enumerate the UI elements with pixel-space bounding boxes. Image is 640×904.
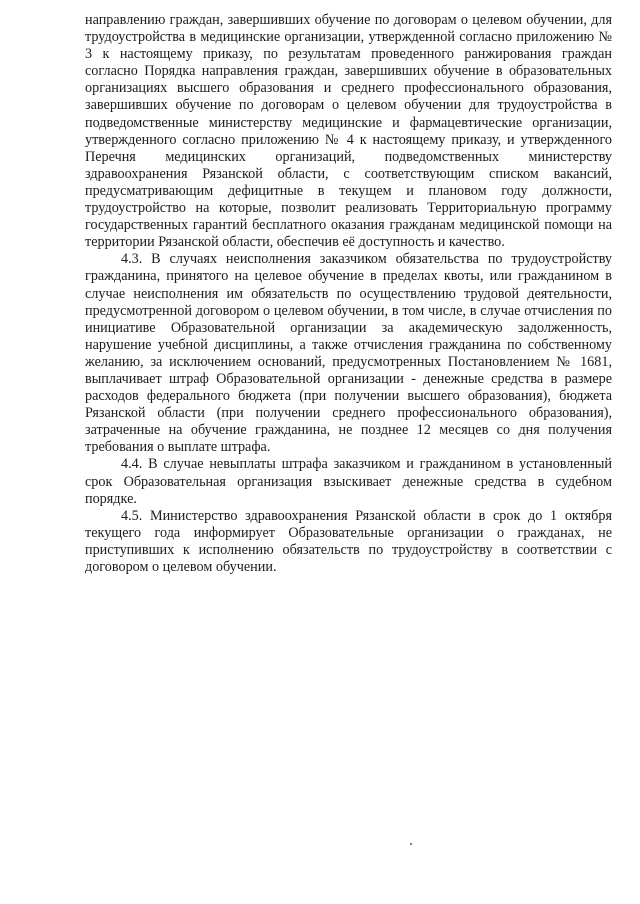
document-body (85, 12, 612, 576)
scan-speck (410, 843, 412, 845)
paragraph-continuation: направлению граждан, завершивших обучение по договорам о целевом обучении, для трудоустройства в медицинские организации, утвержденной согласно приложению № 3 к настоящему приказу, по результатам проведенного ранжирования граждан согласно Порядка направления граждан, завершивших обучение в образовательных организациях высшего образования и среднего профессионального образования, завершивших обучение по договорам о целевом обучении для трудоустройства в подведомственные министерству медицинские и фармацевтические организации, утвержденного согласно приложению № 4 к настоящему приказу, и утвержденного Перечня медицинских организаций, подведомственных министерству здравоохранения Рязанской области, с соответствующим списком вакансий, предусматривающим дефицитные в текущем и плановом году должности, трудоустройство на которые, позволит реализовать Территориальную программу государственных гарантий бесплатного оказания гражданам медицинской помощи на территории Рязанской области, обеспечив её доступность и качество. (85, 12, 612, 251)
paragraph-4-3: 4.3. В случаях неисполнения заказчиком обязательства по трудоустройству гражданина, принятого на целевое обучение в пределах квоты, или гражданином в случае неисполнения им обязательств по осуществлению трудовой деятельности, предусмотренной договором о целевом обучении, в том числе, в случае отчисления по инициативе Образовательной организации за академическую задолженность, нарушение учебной дисциплины, а также отчисления гражданина по собственному желанию, за исключением оснований, предусмотренных Постановлением № 1681, выплачивает штраф Образовательной организации - денежные средства в размере расходов федерального бюджета (при получении высшего образования), бюджета Рязанской области (при получении среднего профессионального образования), затраченные на обучение гражданина, не позднее 12 месяцев со дня получения требования о выплате штрафа. (85, 251, 612, 456)
paragraph-4-4: 4.4. В случае невыплаты штрафа заказчиком и гражданином в установленный срок Образовательная организация взыскивает денежные средства в судебном порядке. (85, 456, 612, 507)
paragraph-4-5: 4.5. Министерство здравоохранения Рязанской области в срок до 1 октября текущего года информирует Образовательные организации о гражданах, не приступивших к исполнению обязательств по трудоустройству в соответствии с договором о целевом обучении. (85, 507, 612, 575)
